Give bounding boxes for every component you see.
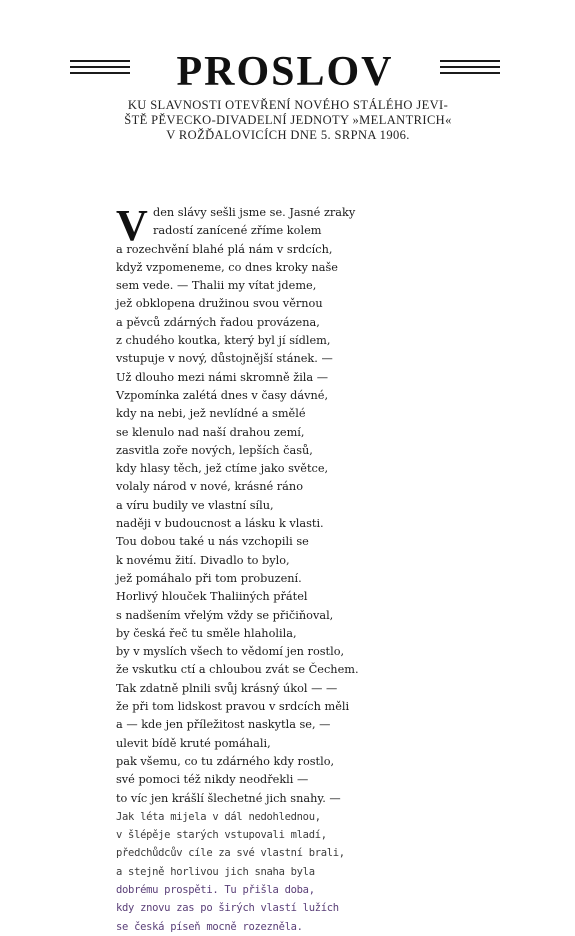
subtitle: [48, 98, 528, 143]
decorative-rules-left: [70, 60, 130, 78]
poem-line: s nadšením vřelým vždy se přičiňoval,: [116, 608, 334, 622]
drop-cap: V: [116, 201, 148, 250]
poem-line: jež pomáhalo při tom probuzení.: [116, 571, 302, 585]
poem-line: Horlivý hlouček Thaliiných přátel: [116, 590, 308, 604]
poem-line: a — kde jen příležitost naskytla se, —: [116, 718, 331, 732]
poem-line: Jak léta mijela v dál nedohlednou,: [116, 810, 321, 823]
poem-line: Vzpomínka zalétá dnes v časy dávné,: [116, 388, 329, 402]
poem-line: a stejně horlivou jich snaha byla: [116, 865, 315, 878]
rule-line: [440, 72, 500, 74]
poem-line: den slávy sešli jsme se. Jasné zraky: [153, 206, 356, 219]
poem-line: v šlépěje starých vstupovali mladí,: [116, 829, 327, 842]
rule-line: [70, 72, 130, 74]
poem-line: Už dlouho mezi námi skromně žila —: [116, 370, 329, 384]
poem-line: se česká píseň mocně rozezněla.: [116, 920, 303, 933]
rule-line: [440, 66, 500, 68]
poem-line: kdy znovu zas po širých vlastí lužích: [116, 902, 339, 915]
poem-line: se klenulo nad naší drahou zemí,: [116, 425, 305, 439]
poem-line: a víru budily ve vlastní sílu,: [116, 498, 274, 512]
subtitle-line: KU SLAVNOSTI OTEVŘENÍ NOVÉHO STÁLÉHO JEVI-: [127, 98, 449, 112]
poem-lines: [116, 201, 416, 936]
poem-line: ulevit bídě kruté pomáhali,: [116, 736, 271, 750]
poem-line: sem vede. — Thalii my vítat jdeme,: [116, 279, 317, 293]
subtitle-line: V ROŽĎALOVICÍCH DNE 5. SRPNA 1906.: [166, 128, 410, 142]
poem-line: své pomoci též nikdy neodřekli —: [116, 773, 309, 787]
rule-line: [440, 60, 500, 62]
poem-line: naději v budoucnost a lásku k vlasti.: [116, 517, 324, 531]
poem-line: radostí zanícené zříme kolem: [153, 224, 322, 238]
poem-line: předchůdcův cíle za své vlastní brali,: [116, 847, 345, 860]
poem-line: k novému žití. Divadlo to bylo,: [116, 553, 290, 567]
poem-line: to víc jen krášlí šlechetné jich snahy. —: [116, 791, 341, 805]
poem-line: Tou dobou také u nás vzchopili se: [116, 535, 309, 549]
poem-line: vstupuje v nový, důstojnější stánek. —: [116, 352, 333, 366]
poem-line: z chudého koutka, který byl jí sídlem,: [116, 334, 331, 348]
poem-line: zasvitla zoře nových, lepších časů,: [116, 443, 313, 457]
rule-line: [70, 60, 130, 62]
poem-line: by v myslích všech to vědomí jen rostlo,: [116, 645, 345, 659]
poem: [116, 201, 416, 936]
rule-line: [70, 66, 130, 68]
page-title: PROSLOV: [176, 49, 394, 95]
poem-line: že vskutku ctí a chloubou zvát se Čechem.: [116, 663, 359, 677]
poem-line: dobrému prospěti. Tu přišla doba,: [116, 883, 315, 896]
title-row: [70, 48, 500, 96]
poem-line: kdy hlasy těch, jež ctíme jako světce,: [116, 462, 329, 476]
poem-line: a pěvců zdárných řadou provázena,: [116, 315, 320, 329]
poem-line: pak všemu, co tu zdárného kdy rostlo,: [116, 754, 335, 768]
subtitle-line: ŠTĚ PĚVECKO-DIVADELNÍ JEDNOTY »MELANTRICH«: [124, 113, 452, 127]
poem-line: že při tom lidskost pravou v srdcích měli: [116, 700, 350, 714]
poem-line: volaly národ v nové, krásné ráno: [116, 480, 303, 494]
poem-line: Tak zdatně plnili svůj krásný úkol — —: [116, 681, 338, 695]
decorative-rules-right: [440, 60, 500, 78]
poem-line: by česká řeč tu směle hlaholila,: [116, 626, 297, 640]
poem-line: kdy na nebi, jež nevlídné a smělé: [116, 407, 306, 421]
poem-line: když vzpomeneme, co dnes kroky naše: [116, 260, 338, 274]
poem-line: jež obklopena družinou svou věrnou: [116, 297, 323, 311]
poem-line: a rozechvění blahé plá nám v srdcích,: [116, 242, 333, 256]
